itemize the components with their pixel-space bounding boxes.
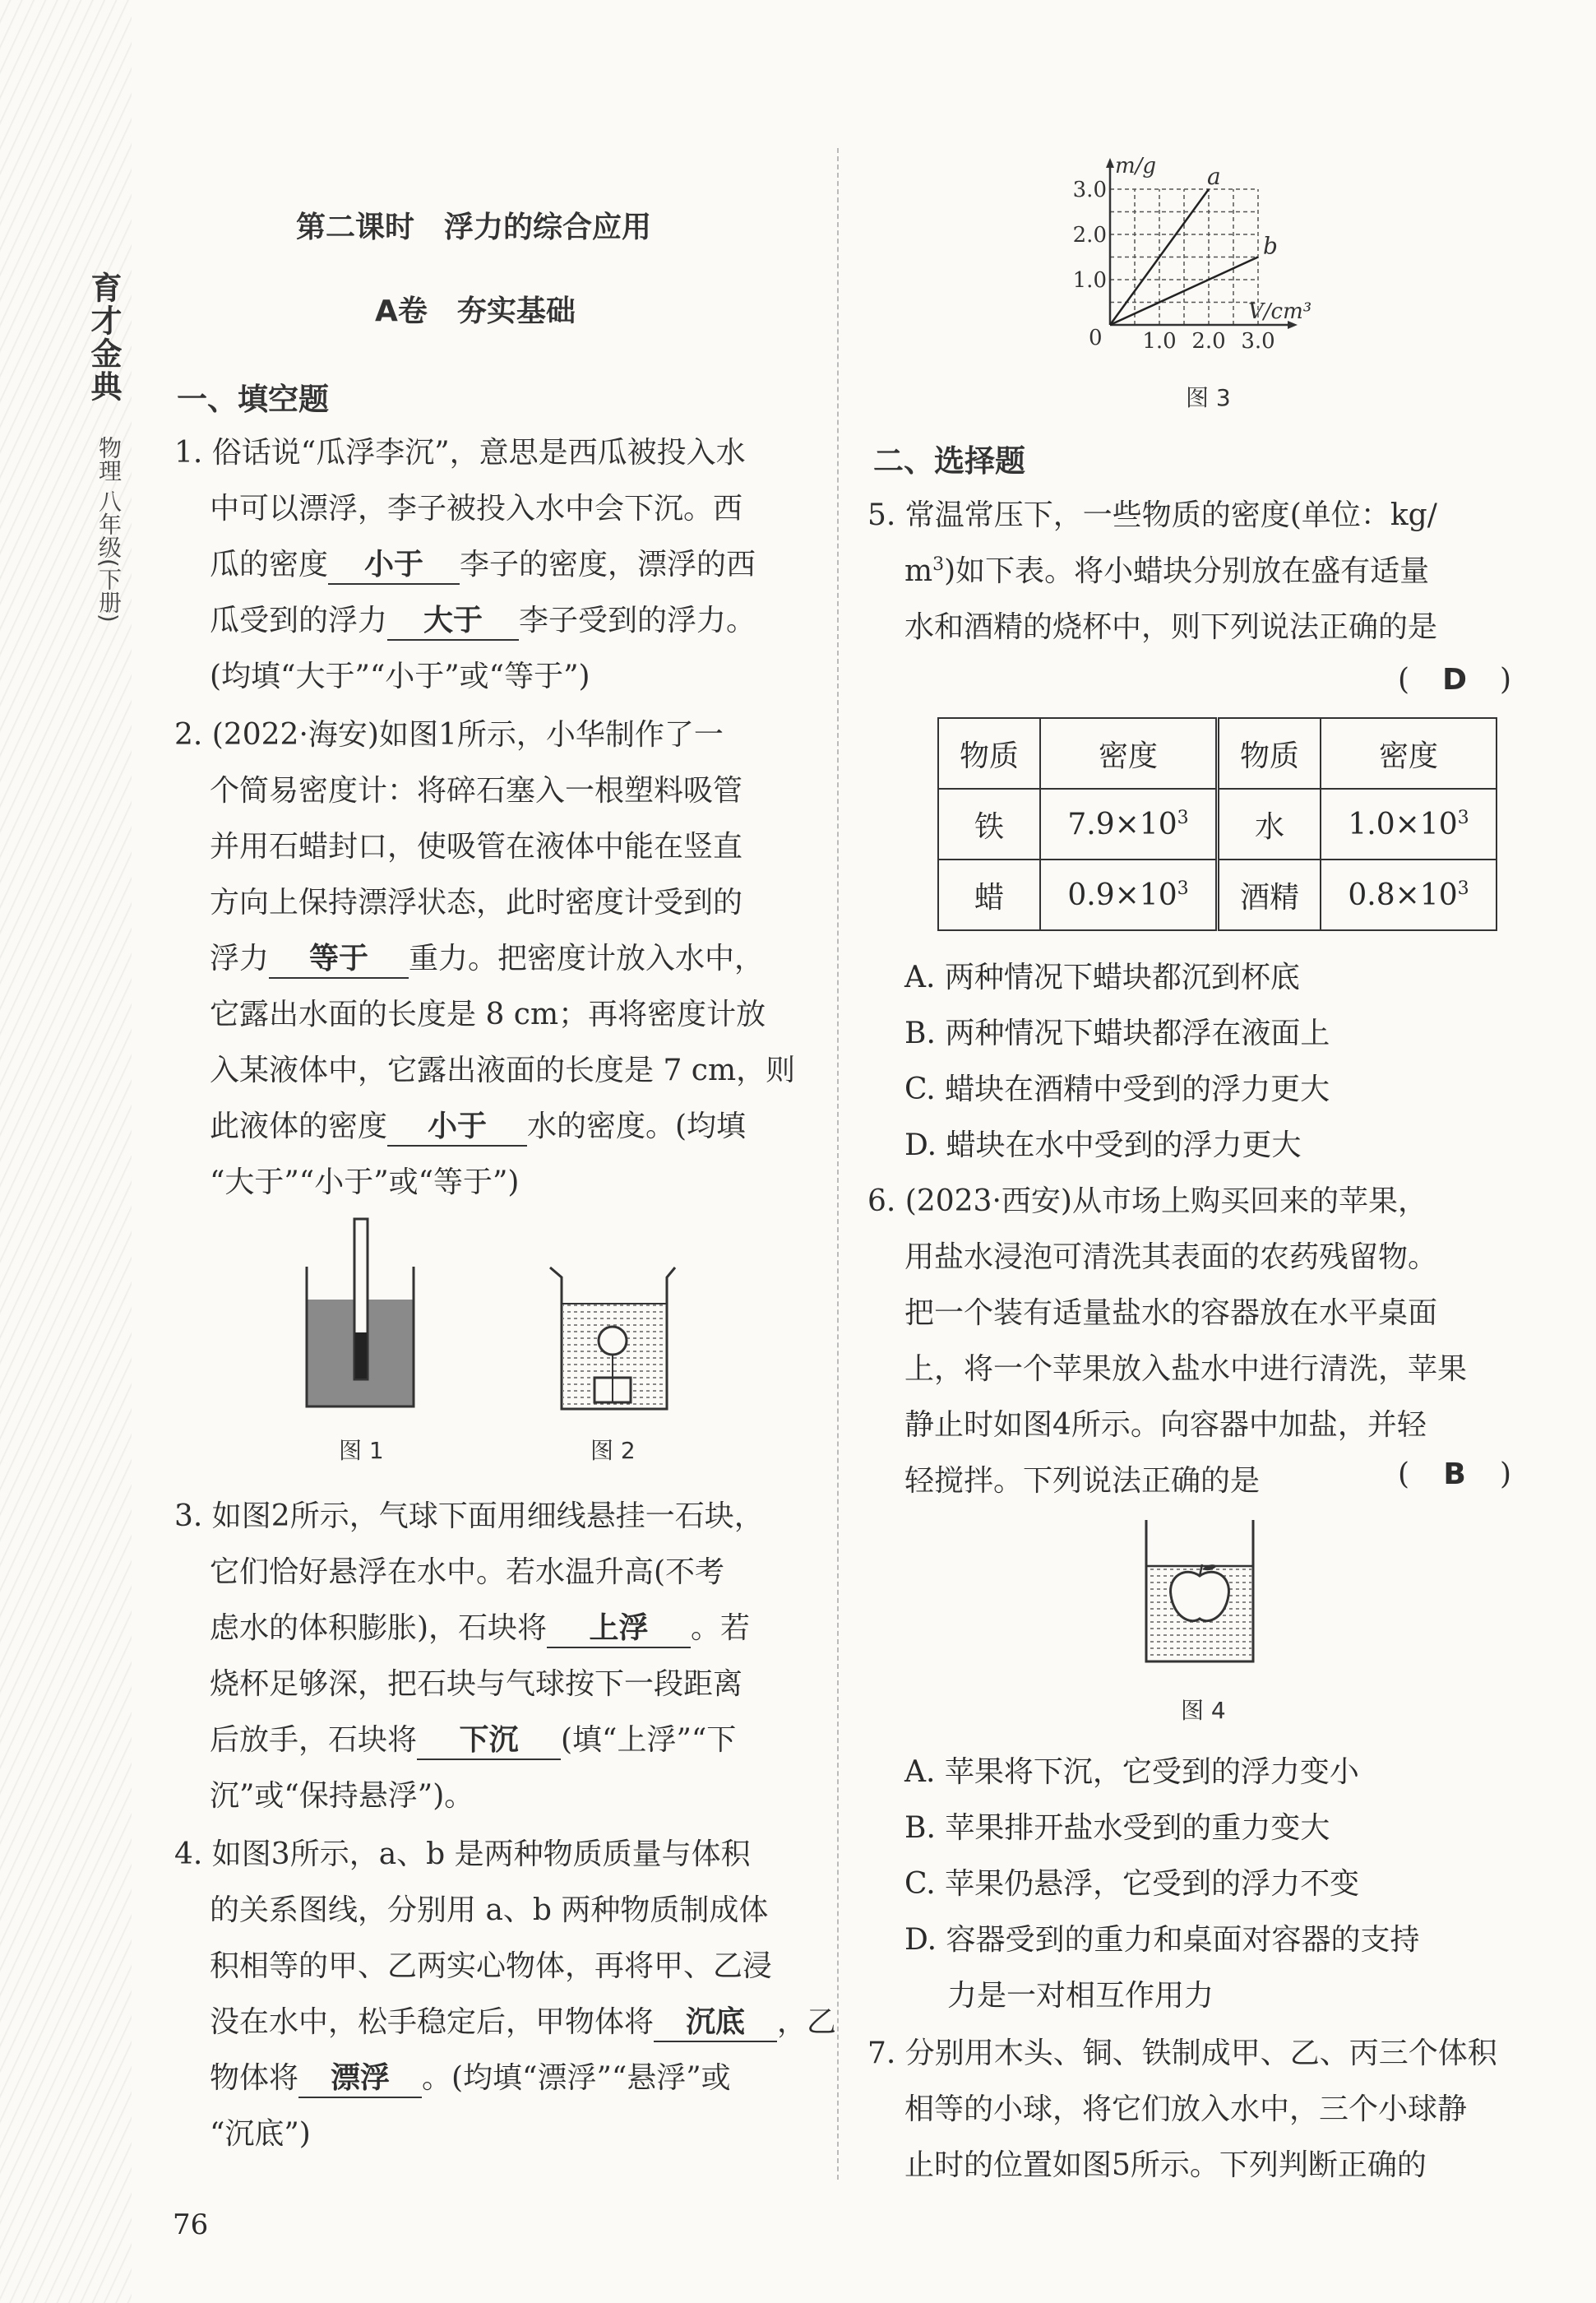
q2-line: 并用石蜡封口，使吸管在液体中能在竖直 [210,830,743,864]
table-cell: $7.9\times 10^3$ [1040,789,1218,860]
figure-2-caption: 图 2 [590,1437,636,1464]
q3-line: 后放手，石块将 下沉 (填“上浮”“下 [210,1717,736,1760]
q3-line: 它们恰好悬浮在水中。若水温升高(不考 [210,1555,725,1589]
spine-subtitle: 物理 八年级(下册) [95,436,123,623]
q4-answer-1: 沉底 [654,1999,777,2042]
q5-option-c: C. 蜡块在酒精中受到的浮力更大 [904,1073,1330,1106]
table-cell: 酒精 [1218,860,1321,930]
y-tick-label: 2.0 [1072,223,1107,248]
q6-option-c: C. 苹果仍悬浮，它受到的浮力不变 [904,1867,1360,1901]
q1-answer-1: 小于 [328,541,460,585]
q5-option-d: D. 蜡块在水中受到的浮力更大 [904,1128,1302,1162]
origin-label: 0 [1089,326,1103,350]
section-fill-blank: 一、填空题 [177,382,329,417]
y-axis-arrow [1106,158,1114,168]
table-cell: 铁 [938,789,1040,860]
q4-line: “沉底”) [210,2117,311,2151]
table-row [938,789,1497,860]
figure-1-hydrometer [300,1217,423,1411]
figure-2-balloon-beaker [547,1263,678,1412]
table-cell: $0.8\times 10^3$ [1321,860,1497,930]
q2-line: 入某液体中，它露出液面的长度是 7 cm，则 [210,1054,796,1087]
q7-line: 相等的小球，将它们放入水中，三个小球静 [904,2092,1468,2126]
q2-answer-2: 小于 [387,1103,527,1147]
q1-line: 瓜受到的浮力 大于 李子受到的浮力。 [210,597,756,641]
q5-line: $m^3$)如下表。将小蜡块分别放在盛有适量 [904,554,1430,588]
table-row [938,860,1497,930]
series-b-label: b [1263,232,1278,260]
q5-option-a: A. 两种情况下蜡块都沉到杯底 [904,961,1300,994]
section-multiple-choice: 二、选择题 [873,443,1025,479]
q4-line: 4. 如图3所示，a、b 是两种物质质量与体积 [174,1837,751,1871]
figure-4-apple-beaker [1143,1520,1258,1664]
q1-line: 1. 俗话说“瓜浮李沉”，意思是西瓜被投入水 [174,436,746,470]
table-header: 密度 [1321,718,1497,789]
q5-answer: D [1442,663,1467,697]
q3-line: 沉”或“保持悬浮”)。 [210,1779,474,1813]
q4-line: 积相等的甲、乙两实心物体，再将甲、乙浸 [210,1949,773,1983]
spine-title: 育才金典 [86,271,123,403]
q5-option-b: B. 两种情况下蜡块都浮在液面上 [904,1017,1330,1050]
paper-title: A卷 夯实基础 [375,294,576,328]
q6-option-b: B. 苹果排开盐水受到的重力变大 [904,1811,1330,1845]
q3-answer-1: 上浮 [547,1605,691,1648]
y-axis-label: m/g [1115,154,1157,178]
table-cell: $0.9\times 10^3$ [1040,860,1218,930]
figure-1-caption: 图 1 [339,1437,384,1464]
y-tick-label: 3.0 [1072,178,1107,202]
q7-line: 止时的位置如图5所示。下列判断正确的 [904,2148,1427,2182]
q2-line: 浮力 等于 重力。把密度计放入水中， [210,935,764,979]
q6-option-a: A. 苹果将下沉，它受到的浮力变小 [904,1755,1359,1789]
q1-line: (均填“大于”“小于”或“等于”) [210,660,590,693]
q1-line: 中可以漂浮，李子被投入水中会下沉。西 [210,492,743,526]
q2-line: “大于”“小于”或“等于”) [210,1165,520,1199]
table-header: 物质 [938,718,1040,789]
figure-3-chart [1061,140,1357,362]
x-tick-label: 1.0 [1142,329,1177,354]
y-tick-label: 1.0 [1072,268,1107,293]
table-header: 密度 [1040,718,1218,789]
q2-line: 个简易密度计：将碎石塞入一根塑料吸管 [210,774,743,808]
table-cell: 蜡 [938,860,1040,930]
density-table [937,717,1497,931]
q5-line: 水和酒精的烧杯中，则下列说法正确的是 [904,610,1438,644]
q2-answer-1: 等于 [269,935,409,979]
q6-line: 6. (2023·西安)从市场上购买回来的苹果， [867,1184,1427,1218]
q3-line: 烧杯足够深，把石块与气球按下一段距离 [210,1667,743,1701]
column-divider [837,148,839,2180]
x-axis-label: V/cm³ [1248,299,1312,324]
q2-line: 2. (2022·海安)如图1所示，小华制作了一 [174,718,724,752]
q4-line: 的关系图线，分别用 a、b 两种物质制成体 [210,1893,769,1927]
chart-grid [1110,189,1258,325]
table-cell: 水 [1218,789,1321,860]
q3-line: 虑水的体积膨胀)，石块将 上浮 。若 [210,1605,750,1648]
q6-option-d: D. 容器受到的重力和桌面对容器的支持 [904,1923,1420,1957]
table-header-row [938,718,1497,789]
q4-line: 没在水中，松手稳定后，甲物体将 沉底 ，乙 [210,1999,836,2042]
lesson-title: 第二课时 浮力的综合应用 [296,211,652,244]
q3-line: 3. 如图2所示，气球下面用细线悬挂一石块， [174,1499,764,1533]
figure-4-caption: 图 4 [1181,1697,1226,1724]
series-a-label: a [1207,163,1221,190]
q2-line: 此液体的密度 小于 水的密度。(均填 [210,1103,746,1147]
q5-answer-bracket: ( D ) [1398,663,1512,697]
q7-line: 7. 分别用木头、铜、铁制成甲、乙、丙三个体积 [867,2037,1497,2070]
q1-answer-2: 大于 [387,597,519,641]
q6-option-d-cont: 力是一对相互作用力 [947,1979,1214,2013]
q5-line: 5. 常温常压下，一些物质的密度(单位：kg/ [867,498,1437,532]
q6-answer-bracket: ( B ) [1398,1457,1512,1491]
q6-line: 轻搅拌。下列说法正确的是 [904,1464,1261,1498]
page-number: 76 [173,2208,209,2241]
q2-line: 方向上保持漂浮状态，此时密度计受到的 [210,886,743,920]
q1-line: 瓜的密度 小于 李子的密度，漂浮的西 [210,541,756,585]
x-tick-label: 3.0 [1241,329,1275,354]
q3-answer-2: 下沉 [417,1717,561,1760]
q6-line: 用盐水浸泡可清洗其表面的农药残留物。 [904,1240,1438,1274]
q6-answer: B [1443,1457,1466,1491]
q6-line: 静止时如图4所示。向容器中加盐，并轻 [904,1408,1427,1442]
q2-line: 它露出水面的长度是 8 cm；再将密度计放 [210,998,766,1031]
q4-line: 物体将 漂浮 。(均填“漂浮”“悬浮”或 [210,2055,731,2098]
figure-3-caption: 图 3 [1186,384,1231,411]
table-header: 物质 [1218,718,1321,789]
q6-line: 把一个装有适量盐水的容器放在水平桌面 [904,1296,1438,1330]
x-tick-label: 2.0 [1191,329,1226,354]
q4-answer-2: 漂浮 [298,2055,422,2098]
q6-line: 上，将一个苹果放入盐水中进行清洗，苹果 [904,1352,1468,1386]
table-cell: $1.0\times 10^3$ [1321,789,1497,860]
